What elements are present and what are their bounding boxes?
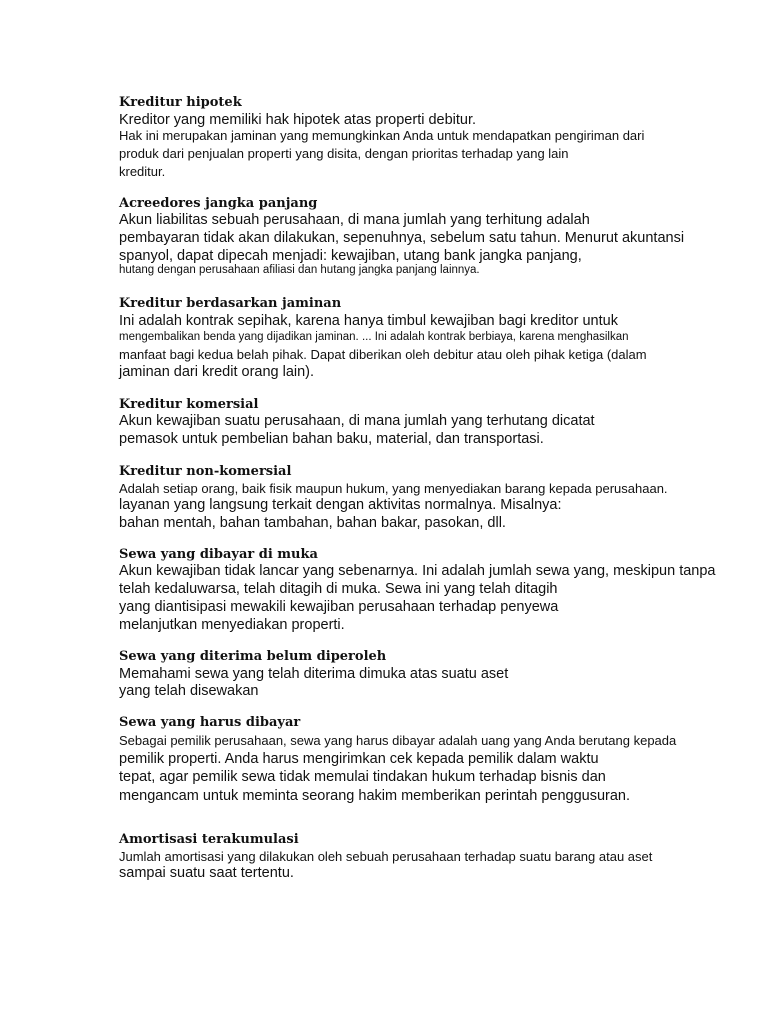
section-text-line: hutang dengan perusahaan afiliasi dan hutang jangka panjang lainnya. (119, 264, 480, 276)
section-text-line: Sebagai pemilik perusahaan, sewa yang harus dibayar adalah uang yang Anda berutang kepada (119, 733, 677, 748)
section-heading-sewa-harus-dibayar: Sewa yang harus dibayar (119, 715, 301, 730)
section-text-line: mengancam untuk meminta seorang hakim memberikan perintah penggusuran. (119, 788, 631, 804)
section-text-line: telah kedaluwarsa, telah ditagih di muka. Sewa ini yang telah ditagih (119, 581, 558, 597)
section-text-line: manfaat bagi kedua belah pihak. Dapat diberikan oleh debitur atau oleh pihak ketiga (dalam (119, 347, 647, 362)
section-text-line: yang diantisipasi mewakili kewajiban perusahaan terhadap penyewa (119, 599, 559, 615)
section-heading-sewa-dibayar-di-muka: Sewa yang dibayar di muka (119, 547, 318, 562)
section-heading-acreedores-jangka-panjang: Acreedores jangka panjang (119, 196, 318, 211)
section-heading-kreditur-berdasarkan-jaminan: Kreditur berdasarkan jaminan (119, 296, 342, 311)
section-text-line: sampai suatu saat tertentu. (119, 865, 294, 881)
section-text-line: spanyol, dapat dipecah menjadi: kewajiban, utang bank jangka panjang, (119, 248, 582, 264)
section-heading-sewa-diterima-belum-diperoleh: Sewa yang diterima belum diperoleh (119, 649, 387, 664)
section-text-line: pemasok untuk pembelian bahan baku, material, dan transportasi. (119, 431, 544, 447)
section-text-line: Memahami sewa yang telah diterima dimuka atas suatu aset (119, 666, 509, 682)
section-text-line: yang telah disewakan (119, 683, 259, 699)
section-text-line: Jumlah amortisasi yang dilakukan oleh sebuah perusahaan terhadap suatu barang atau aset (119, 849, 653, 864)
section-text-line: pembayaran tidak akan dilakukan, sepenuhnya, sebelum satu tahun. Menurut akuntansi (119, 230, 685, 246)
section-text-line: layanan yang langsung terkait dengan aktivitas normalnya. Misalnya: (119, 497, 562, 513)
section-text-line: mengembalikan benda yang dijadikan jaminan. ... Ini adalah kontrak berbiaya, karena menghasilkan (119, 331, 629, 343)
section-text-line: Akun kewajiban suatu perusahaan, di mana jumlah yang terhutang dicatat (119, 413, 595, 429)
section-text-line: Ini adalah kontrak sepihak, karena hanya timbul kewajiban bagi kreditor untuk (119, 313, 618, 329)
section-heading-kreditur-komersial: Kreditur komersial (119, 397, 259, 412)
section-text-line: Adalah setiap orang, baik fisik maupun hukum, yang menyediakan barang kepada perusahaan. (119, 481, 668, 496)
section-text-line: tepat, agar pemilik sewa tidak memulai tindakan hukum terhadap bisnis dan (119, 769, 606, 785)
section-heading-kreditur-non-komersial: Kreditur non-komersial (119, 464, 292, 479)
section-heading-amortisasi-terakumulasi: Amortisasi terakumulasi (119, 832, 299, 847)
section-text-line: bahan mentah, bahan tambahan, bahan bakar, pasokan, dll. (119, 515, 506, 531)
section-text-line: Hak ini merupakan jaminan yang memungkinkan Anda untuk mendapatkan pengiriman dari (119, 128, 645, 143)
section-heading-kreditur-hipotek: Kreditur hipotek (119, 95, 242, 110)
section-text-line: Akun kewajiban tidak lancar yang sebenarnya. Ini adalah jumlah sewa yang, meskipun tanpa (119, 563, 716, 579)
section-text-line: produk dari penjualan properti yang disita, dengan prioritas terhadap yang lain (119, 146, 569, 161)
section-text-line: jaminan dari kredit orang lain). (119, 364, 315, 380)
section-text-line: kreditur. (119, 164, 166, 179)
section-text-line: Akun liabilitas sebuah perusahaan, di mana jumlah yang terhitung adalah (119, 212, 590, 228)
section-text-line: Kreditor yang memiliki hak hipotek atas properti debitur. (119, 112, 477, 128)
section-text-line: melanjutkan menyediakan properti. (119, 617, 345, 633)
section-text-line: pemilik properti. Anda harus mengirimkan cek kepada pemilik dalam waktu (119, 751, 599, 767)
